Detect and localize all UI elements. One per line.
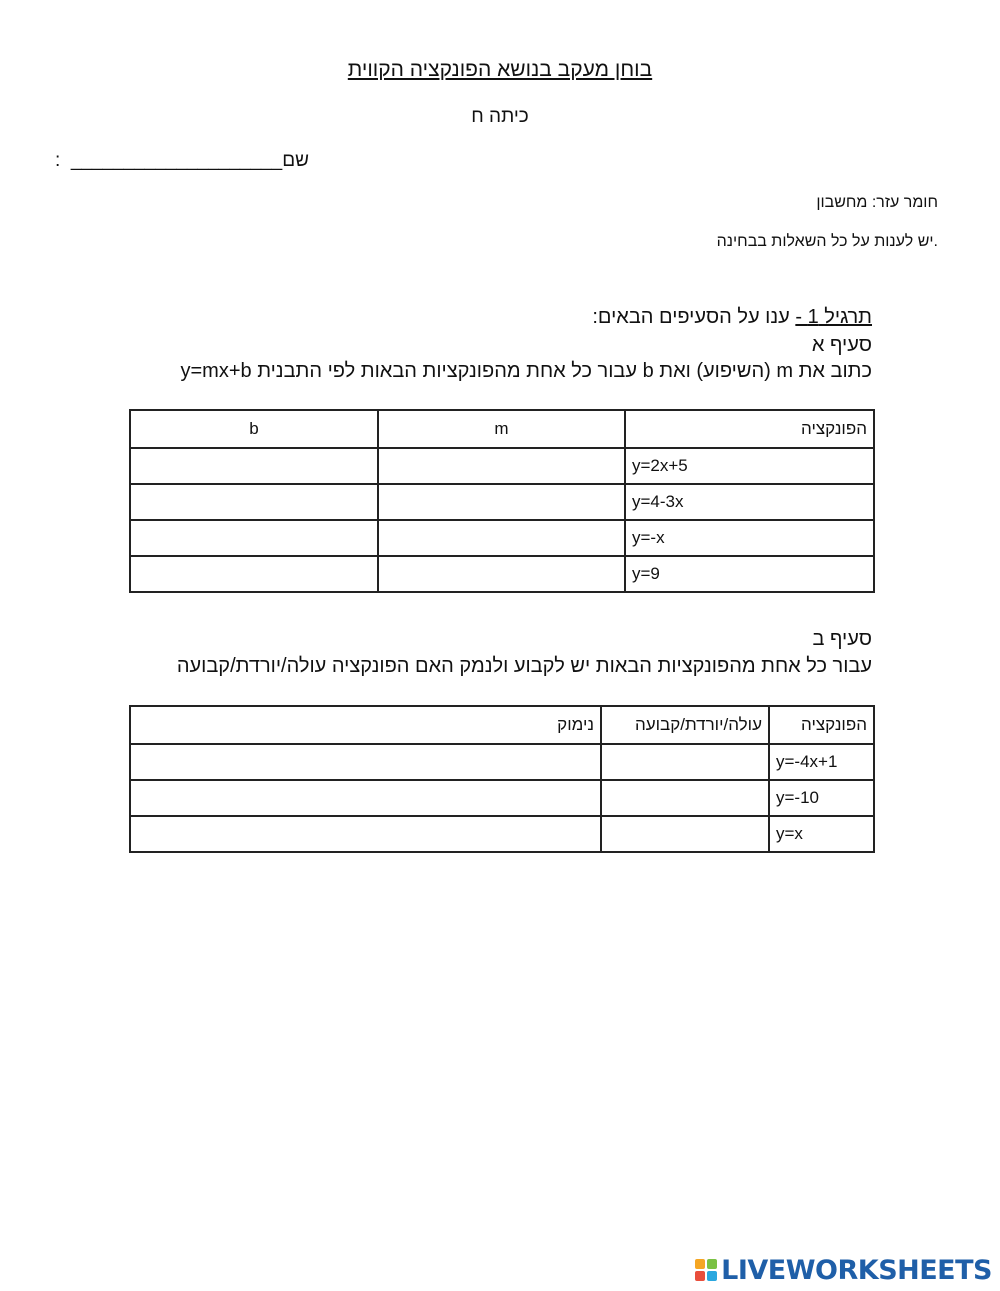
header-direction: עולה/יורדת/קבועה <box>601 706 769 744</box>
logo-square <box>695 1271 705 1281</box>
table-header-row <box>130 706 874 744</box>
table-row <box>130 520 874 556</box>
reason-answer-cell[interactable] <box>130 816 601 852</box>
table-row <box>130 744 874 780</box>
header-reason: נימוק <box>130 706 601 744</box>
function-direction-table <box>129 705 875 853</box>
function-cell: y=4-3x <box>625 484 874 520</box>
logo-squares-icon <box>695 1259 717 1281</box>
function-cell: y=2x+5 <box>625 448 874 484</box>
worksheet-title: בוחן מעקב בנושא הפונקציה הקווית <box>347 58 653 81</box>
slope-intercept-table <box>129 409 875 593</box>
table-row <box>130 816 874 852</box>
section-a-label: סעיף א <box>811 334 872 356</box>
logo-square <box>707 1271 717 1281</box>
answer-b-cell[interactable] <box>130 520 378 556</box>
answer-m-cell[interactable] <box>378 520 625 556</box>
function-cell: y=-10 <box>769 780 874 816</box>
brand-text: LIVEWORKSHEETS <box>721 1254 992 1286</box>
exercise-1-number: תרגיל 1 - <box>795 306 872 328</box>
header-b: b <box>130 410 378 448</box>
reason-answer-cell[interactable] <box>130 780 601 816</box>
logo-square <box>707 1259 717 1269</box>
answer-m-cell[interactable] <box>378 448 625 484</box>
function-cell: y=9 <box>625 556 874 592</box>
table-row <box>130 780 874 816</box>
table-row <box>130 484 874 520</box>
table-row <box>130 556 874 592</box>
function-cell: y=-x <box>625 520 874 556</box>
aid-material-note: חומר עזר: מחשבון <box>816 194 938 211</box>
answer-b-cell[interactable] <box>130 448 378 484</box>
direction-answer-cell[interactable] <box>601 816 769 852</box>
answer-m-cell[interactable] <box>378 484 625 520</box>
reason-answer-cell[interactable] <box>130 744 601 780</box>
section-b-instruction: עבור כל אחת מהפונקציות הבאות יש לקבוע ולנמק האם הפונקציה עולה/יורדת/קבועה <box>176 655 872 677</box>
student-name-field[interactable]: : ____________________שם <box>55 150 309 171</box>
function-cell: y=-4x+1 <box>769 744 874 780</box>
header-function: הפונקציה <box>625 410 874 448</box>
section-b-label: סעיף ב <box>812 628 872 650</box>
direction-answer-cell[interactable] <box>601 744 769 780</box>
answer-all-note: .יש לענות על כל השאלות בבחינה <box>716 233 938 250</box>
section-a-instruction: כתוב את m (השיפוע) ואת b עבור כל אחת מהפונקציות הבאות לפי התבנית y=mx+b <box>180 360 872 382</box>
function-cell: y=x <box>769 816 874 852</box>
header-m: m <box>378 410 625 448</box>
answer-b-cell[interactable] <box>130 484 378 520</box>
exercise-1-title <box>592 306 872 329</box>
class-label: כיתה ח <box>471 106 529 127</box>
direction-answer-cell[interactable] <box>601 780 769 816</box>
header-function: הפונקציה <box>769 706 874 744</box>
exercise-1-instruction: ענו על הסעיפים הבאים: <box>592 306 796 328</box>
answer-b-cell[interactable] <box>130 556 378 592</box>
logo-square <box>695 1259 705 1269</box>
table-row <box>130 448 874 484</box>
liveworksheets-logo <box>695 1253 992 1287</box>
table-header-row <box>130 410 874 448</box>
answer-m-cell[interactable] <box>378 556 625 592</box>
